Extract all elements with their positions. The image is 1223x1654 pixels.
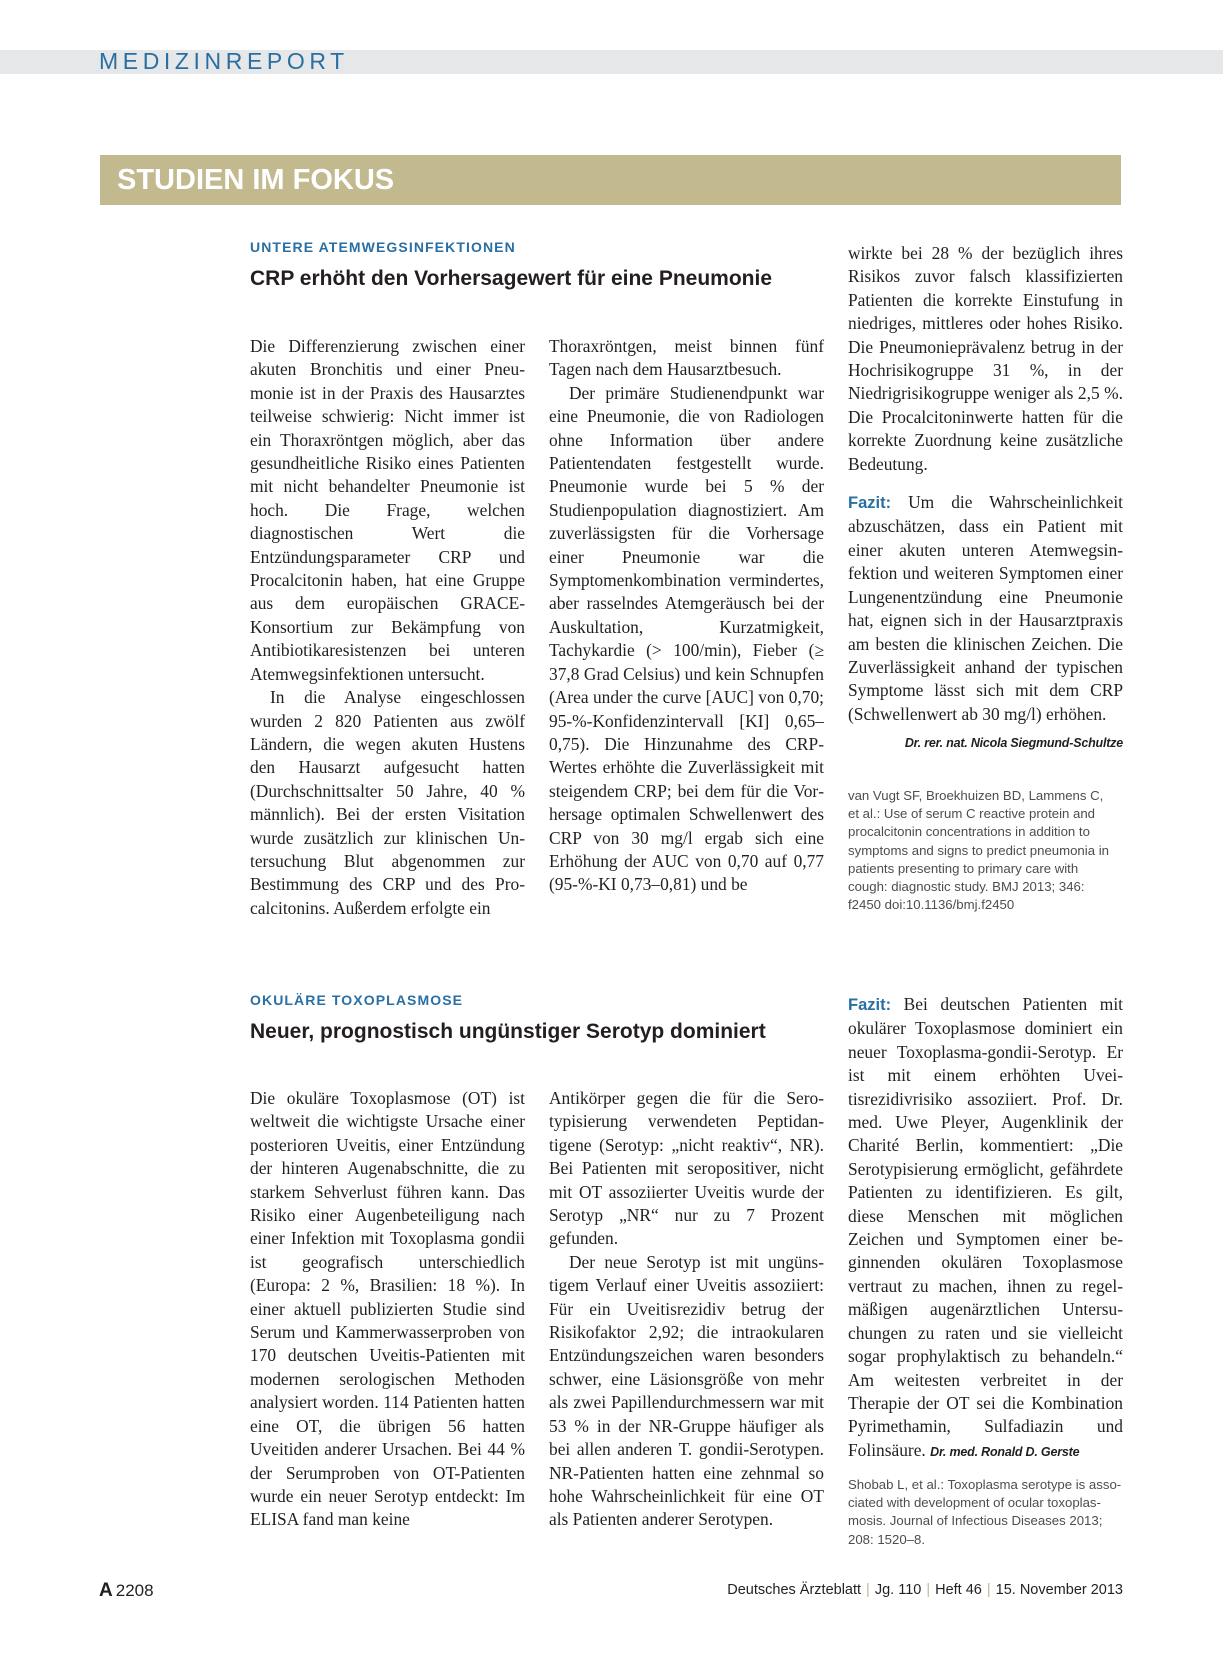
article1-author: Dr. rer. nat. Nicola Siegmund-Schultze	[904, 736, 1123, 751]
page-letter: A	[99, 1580, 113, 1601]
footer-separator: |	[986, 1582, 991, 1598]
article2-reference: Shobab L, et al.: Toxoplasma serotype is asso- ciated with development of ocular toxoplas- mosis. Journal of Infectious Diseases 2013; 208: 1520–8.	[848, 1477, 1122, 1547]
journal-date: 15. November 2013	[995, 1582, 1123, 1598]
page-number	[99, 1580, 154, 1602]
footer-separator: |	[866, 1582, 870, 1598]
section-label: MEDIZINREPORT	[99, 48, 349, 74]
article1-paragraph: Der primäre Studienendpunkt war eine Pneumonie, die von Radiologen ohne Information über andere Patientendaten festgestellt wurde. Pneumonie wurde bei 5 % der Studienpopulation diagnostiziert. Am zuverlässigsten für die Vorhersage einer Pneumonie war die Symptomenkombination vermindertes, aber rasselndes Atemgeräusch bei der Auskultation, Kurzatmigkeit, Tachykardie (> 100/min), Fieber (≥ 37,8 Grad Celsius) und kein Schnupfen (Area under the curve [AUC] von 0,70; 95-%-Konfidenzintervall [KI] 0,65–0,75). Die Hinzunahme des CRP-Wertes erhöhte die Zuverlässigkeit mit steigendem CRP; bei dem für die Vorhersage optimalen Schwellenwert des CRP von 30 mg/l ergab sich eine Erhöhung der AUC von 0,70 auf 0,77 (95-%-KI 0,73–0,81) und be	[549, 382, 824, 895]
article1-paragraph: In die Analyse eingeschlossen wurden 2 820 Patienten aus zwölf Ländern, die wegen akuten Hustens den Hausarzt aufgesucht hatten (Durchschnittsalter 50 Jahre, 40 % männlich). Bei der ersten Visitation wurde zusätzlich zur klinischen Untersuchung Blut abgenommen zur Bestimmung des CRP und des Procalcitonins. Außerdem erfolgte ein	[250, 687, 525, 918]
fazit-label: Fazit:	[848, 494, 892, 513]
article1-paragraph: Die Differenzierung zwischen einer akuten Bronchitis und einer Pneumonie ist in der Praxis des Hausarztes teilweise schwierig: Nicht immer ist ein Thoraxröntgen möglich, aber das gesundheitliche Risiko eines Patienten mit nicht behandelter Pneumonie ist hoch. Die Frage, welchen diagnostischen Wert die Entzündungsparameter CRP und Procalcitonin haben, hat eine Gruppe aus dem europäischen GRACE-Konsortium zur Bekämpfung von Antibiotikaresistenzen bei unteren Atemwegsinfektionen untersucht.	[250, 336, 525, 684]
journal-volume: Jg. 110	[874, 1582, 922, 1598]
article1-column-1	[250, 335, 525, 920]
article1-fazit	[848, 491, 1123, 726]
article2-paragraph: Der neue Serotyp ist mit ungünstigem Verlauf einer Uveitis assoziiert: Für ein Uveitisrezidiv betrug der Risikofaktor 2,92; die intraokularen Entzündungszeichen waren besonders schwer, eine Läsionsgröße von mehr als zwei Papillendurchmessern war mit 53 % in der NR-Gruppe häufiger als bei allen anderen T. gondii-Serotypen. NR-Patienten hatten eine zehnmal so hohe Wahrscheinlichkeit für eine OT als Patienten anderer Serotypen.	[549, 1251, 824, 1530]
article1-paragraph: wirkte bei 28 % der bezüglich ihres Risikos zuvor falsch klassifizierten Patienten die korrekte Einstufung in niedriges, mittleres oder hohes Risiko. Die Pneumonieprävalenz betrug in der Hochrisikogruppe 31 %, in der Niedrigrisikogruppe weniger als 2,5 %. Die Procalcitoninwerte hatten für die korrekte Zuordnung keine zusätzliche Bedeutung.	[848, 243, 1123, 474]
article1-author-line	[848, 730, 1123, 755]
article2-paragraph: Die okuläre Toxoplasmose (OT) ist weltweit die wichtigste Ursache einer posterioren Uveitis, einer Entzündung der hinteren Augenabschnitte, die zu starkem Sehverlust führen kann. Das Risiko einer Augenbeteiligung nach einer Infektion mit Toxoplasma gondii ist geografisch unterschiedlich (Europa: 2 %, Brasilien: 18 %). In einer aktuell publizierten Studie sind Serum und Kammerwasserproben von 170 deutschen Uveitis-Patienten mit modernen serologischen Methoden analysiert worden. 114 Patienten hatten eine OT, die übrigen 56 hatten Uveitiden anderer Ursachen. Bei 44 % der Serumproben von OT-Patienten wurde ein neuer Serotyp entdeckt: Im ELISA fand man keine	[250, 1088, 525, 1530]
journal-name: Deutsches Ärzteblatt	[727, 1582, 862, 1598]
article2-column-3	[848, 993, 1123, 1464]
journal-issue: Heft 46	[935, 1582, 982, 1598]
article2-fazit	[848, 993, 1123, 1464]
journal-footer	[727, 1582, 1123, 1598]
page-number-value: 2208	[115, 1581, 154, 1600]
rubric-title: STUDIEN IM FOKUS	[117, 164, 395, 196]
article1-headline: CRP erhöht den Vorhersagewert für eine Pneumonie	[250, 267, 772, 290]
article2-paragraph: Antikörper gegen die für die Serotypisierung verwendeten Peptidantigene (Serotyp: „nicht reaktiv“, NR). Bei Patienten mit seropositiver, nicht mit OT assoziierter Uveitis wurde der Serotyp „NR“ nur zu 7 Prozent gefunden.	[549, 1088, 824, 1249]
footer-separator: |	[926, 1582, 931, 1598]
article2-kicker: OKULÄRE TOXOPLASMOSE	[250, 992, 464, 1008]
article1-kicker: UNTERE ATEMWEGSINFEKTIONEN	[250, 239, 516, 255]
article1-reference: van Vugt SF, Broekhuizen BD, Lammens C, et al.: Use of serum C reactive protein and procalcitonin concentrations in addition to symptoms and signs to predict pneumonia in patients presenting to primary care with cough: diagnostic study. BMJ 2013; 346: f2450 doi:10.1136/bmj.f2450	[848, 788, 1109, 913]
fazit-label: Fazit:	[848, 996, 892, 1014]
article2-column-2	[549, 1087, 824, 1532]
article1-column-2	[549, 335, 824, 897]
article1-paragraph: Thoraxröntgen, meist binnen fünf Tagen nach dem Hausarztbesuch.	[549, 336, 824, 380]
fazit-text: Bei deutschen Patienten mit okulärer Toxoplasmose dominiert ein neuer Toxoplasma-gondii-Serotyp. Er ist mit einem erhöhten Uveitisrezidivrisiko assoziiert. Prof. Dr. med. Uwe Pleyer, Augenklinik der Charité Berlin, kommentiert: „Die Serotypisierung ermöglicht, gefährdete Patienten zu identifizieren. Es gilt, diese Menschen mit möglichen Zeichen und Symptomen einer beginnenden okulären Toxoplasmose vertraut zu machen, ihnen zu regelmäßigen augenärztlichen Untersuchungen zu raten und sie vielleicht sogar prophylaktisch zu behandeln.“ Am weitesten verbreitet in der Therapie der OT sei die Kombination Pyrimethamin, Sulfadiazin und Folinsäure.	[848, 994, 1123, 1460]
article1-column-3	[848, 242, 1123, 756]
fazit-text: Um die Wahrscheinlichkeit abzuschätzen, dass ein Patient mit einer akuten unteren Atemwegsinfektion und weiteren Symptomen einer Lungenentzündung eine Pneumonie hat, eignen sich in der Hausarztpraxis am besten die klinischen Zeichen. Die Zuverlässigkeit anhand der typischen Symptome lässt sich mit dem CRP (Schwellenwert ab 30 mg/l) erhöhen.	[848, 492, 1123, 724]
article2-author: Dr. med. Ronald D. Gerste	[930, 1444, 1080, 1459]
article2-column-1	[250, 1087, 525, 1532]
article2-headline: Neuer, prognostisch ungünstiger Serotyp dominiert	[250, 1020, 766, 1043]
